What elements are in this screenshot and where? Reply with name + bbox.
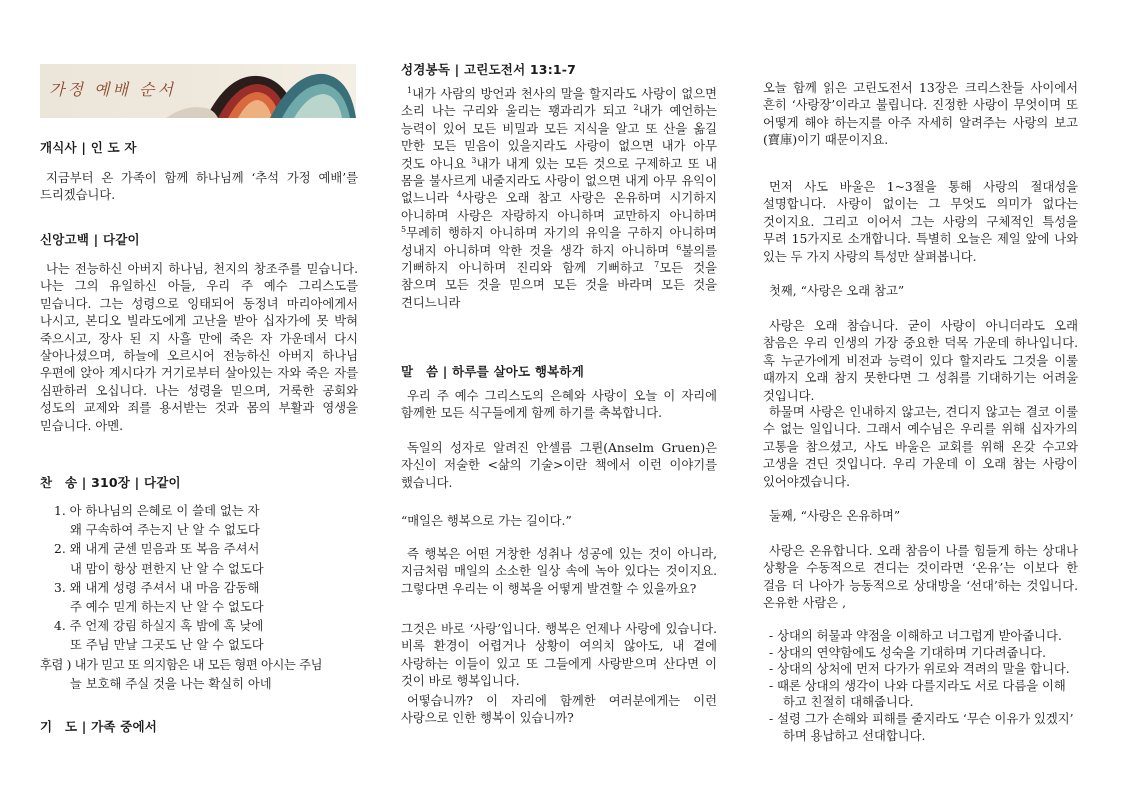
prayer-heading: 기 도 | 가족 중에서: [40, 719, 158, 734]
verse-number: 2: [633, 103, 639, 113]
hymn-line: 4. 주 언제 강림 하실지 혹 밤에 혹 낮에: [54, 619, 264, 634]
sermon-paragraph: 어떻습니까? 이 자리에 함께한 여러분에게는 이런 사랑으로 인한 행복이 있습니까?: [401, 694, 717, 726]
list-item: - 상대의 허물과 약점을 이해하고 너그럽게 받아줍니다.: [769, 629, 1062, 643]
verse-text: 내가 내게 있는 모든 것으로 구제하고 또 내 몸을 불사르게 내줄지라도 사랑이 없으면 내게 아무 유익이 없느니라: [401, 156, 717, 206]
verse-text: 사랑은 오래 참고 사랑은 온유하며 시기하지 아니하며 사랑은 자랑하지 아니하며 교만하지 아니하며: [401, 191, 717, 223]
hymn-line: 주 예수 믿게 하는지 난 알 수 없도다: [70, 600, 264, 615]
hymn-line: 또 주님 만날 그곳도 난 알 수 없도다: [70, 638, 264, 653]
opening-heading: 개식사 | 인 도 자: [40, 140, 137, 155]
hymn-line: 왜 구속하여 주는지 난 알 수 없도다: [70, 523, 260, 538]
list-item: - 설령 그가 손해와 피해를 줄지라도 ‘무슨 이유가 있겠지’: [769, 711, 1074, 726]
sermon-heading: 말 씀 | 하루를 살아도 행복하게: [401, 364, 584, 379]
gentle-love-list: [769, 628, 1078, 744]
sermon-paragraph: 사랑은 오래 참습니다. 굳이 사랑이 아니더라도 오래 참음은 우리 인생의 가장 중요한 덕목 가운데 하나입니다. 혹 누군가에게 비전과 능력이 있다 할지라도 그것을 이룰 때까지 오래 참지 못한다면 그 성취를 기대하기는 어려울 것입니다.: [763, 319, 1078, 403]
sermon-paragraph: 즉 행복은 어떤 거창한 성취나 성공에 있는 것이 아니라, 지금처럼 매일의 소소한 일상 속에 녹아 있다는 것이지요. 그렇다면 우리는 이 행복을 어떻게 발견할 수 있을까요?: [401, 547, 717, 596]
verse-number: 5: [401, 225, 407, 235]
verse-text: 내가 예언하는 능력이 있어 모든 비밀과 모든 지식을 알고 또 산을 옮길 만한 모든 믿음이 있을지라도 사랑이 없으면 내가 아무 것도 아니요: [401, 104, 717, 171]
scripture-text: [401, 86, 717, 312]
sermon-paragraph: 먼저 사도 바울은 1~3절을 통해 사랑의 절대성을 설명합니다. 사랑이 없이는 그 무엇도 의미가 없다는 것이지요. 그리고 이어서 그는 사랑의 구체적인 특성을 무려 15가지로 소개합니다. 특별히 오늘은 제일 앞에 나와 있는 두 가지 사랑의 특성만 살펴봅니다.: [763, 180, 1078, 264]
verse-number: 6: [676, 242, 682, 252]
verse-number: 1: [407, 85, 413, 95]
scripture-heading: 성경봉독 | 고린도전서 13:1-7: [401, 62, 577, 77]
creed-heading: 신앙고백 | 다같이: [40, 232, 140, 247]
hymn-heading: 찬 송 | 310장 | 다같이: [40, 475, 181, 490]
verse-number: 7: [654, 259, 660, 269]
hymn-line: 내 맘이 항상 편한지 난 알 수 없도다: [70, 561, 264, 576]
list-item: - 상대의 연약함에도 성숙을 기대하며 기다려줍니다.: [769, 645, 1047, 660]
sermon-paragraph: 그것은 바로 ‘사랑’입니다. 행복은 언제나 사랑에 있습니다. 비록 환경이 어렵거나 상황이 여의치 않아도, 내 곁에 사랑하는 이들이 있고 또 그들에게 사랑받으며 산다면 이 것이 바로 행복입니다.: [401, 622, 717, 689]
worship-order-banner: [40, 64, 356, 118]
verse-text: 모든 것을 참으며 모든 것을 믿으며 모든 것을 바라며 모든 것을 견디느니라: [401, 261, 717, 310]
list-item: - 상대의 상처에 먼저 다가가 위로와 격려의 말을 합니다.: [769, 662, 1070, 677]
sermon-paragraph: 우리 주 예수 그리스도의 은혜와 사랑이 오늘 이 자리에 함께한 모든 식구들에게 함께 하기를 축복합니다.: [401, 389, 717, 421]
verse-text: 무례히 행하지 아니하며 자기의 유익을 구하지 아니하며 성내지 아니하며 악한 것을 생각 하지 아니하며: [401, 226, 717, 258]
banner-title: 가정 예배 순서: [49, 80, 176, 99]
opening-text: 지금부터 온 가족이 함께 하나님께 ‘추석 가정 예배’를 드리겠습니다.: [40, 171, 358, 203]
hymn-line: 1. 아 하나님의 은혜로 이 쓸데 없는 자: [54, 504, 260, 518]
first-point-label: 첫째, “사랑은 오래 참고”: [769, 284, 905, 298]
sermon-paragraph: 하물며 사랑은 인내하지 않고는, 견디지 않고는 결코 이룰 수 없는 일입니다. 그래서 예수님은 우리를 위해 십자가의 고통을 참으셨고, 사도 바울은 교회를 위해 온갖 수고와 고생을 견딘 것입니다. 우리 가운데 이 오래 참는 사랑이 있어야겠습니다.: [763, 405, 1078, 489]
list-item: 하며 용납하고 선대합니다.: [783, 728, 926, 743]
sermon-quote: “매일은 행복으로 가는 길이다.”: [401, 514, 572, 528]
hymn-lyrics: [40, 502, 358, 694]
list-item: 하고 친절히 대해줍니다.: [783, 695, 914, 710]
hills-illustration-icon: [166, 64, 356, 118]
sermon-paragraph: 독일의 성자로 알려진 안셀름 그륀(Anselm Gruen)은 자신이 저술한 <삶의 기술>이란 책에서 이런 이야기를 했습니다.: [401, 441, 717, 490]
hymn-line: 2. 왜 내게 굳센 믿음과 또 복음 주셔서: [54, 542, 260, 557]
hymn-line: 3. 왜 내게 성령 주셔서 내 마음 감동해: [54, 580, 260, 595]
hymn-refrain: 늘 보호해 주실 것을 나는 확실히 아네: [70, 676, 272, 691]
second-point-label: 둘째, “사랑은 온유하며”: [769, 509, 901, 523]
hymn-refrain: 후렴 ) 내가 믿고 또 의지함은 내 모든 형편 아시는 주님: [40, 657, 323, 672]
list-item: - 때론 상대의 생각이 나와 다를지라도 서로 다름을 이해: [769, 678, 1066, 693]
sermon-paragraph: 사랑은 온유합니다. 오래 참음이 나를 힘들게 하는 상대나 상황을 수동적으로 견디는 것이라면 ‘온유’는 이보다 한 걸음 더 나아가 능동적으로 상대방을 ‘선대’하는 것입니다. 온유한 사람은 ,: [763, 544, 1078, 611]
verse-number: 3: [471, 155, 477, 165]
verse-number: 4: [456, 190, 462, 200]
verse-text: 불의를 기뻐하지 아니하며 진리와 함께 기뻐하고: [401, 243, 717, 276]
verse-text: 내가 사람의 방언과 천사의 말을 할지라도 사랑이 없으면 소리 나는 구리와 울리는 꽹과리가 되고: [401, 87, 717, 119]
creed-text: 나는 전능하신 아버지 하나님, 천지의 창조주를 믿습니다. 나는 그의 유일하신 아들, 우리 주 예수 그리스도를 믿습니다. 그는 성령으로 잉태되어 동정녀 마리아에게서 나시고, 본디오 빌라도에게 고난을 받아 십자가에 못 박혀 죽으시고, 장사 된 지 사흘 만에 죽은 자 가운데서 다시 살아나셨으며, 하늘에 오르시어 전능하신 아버지 하나님 우편에 앉아 계시다가 거기로부터 살아있는 자와 죽은 자를 심판하러 오십니다. 나는 성령을 믿으며, 거룩한 공회와 성도의 교제와 죄를 용서받는 것과 몸의 부활과 영생을 믿습니다. 아멘.: [40, 262, 358, 433]
sermon-paragraph: 오늘 함께 읽은 고린도전서 13장은 크리스찬들 사이에서 흔히 ‘사랑장’이라고 불립니다. 진정한 사랑이 무엇이며 또 어떻게 해야 하는지를 아주 자세히 알려주는 사랑의 보고(寶庫)이기 때문이지요.: [763, 81, 1078, 148]
